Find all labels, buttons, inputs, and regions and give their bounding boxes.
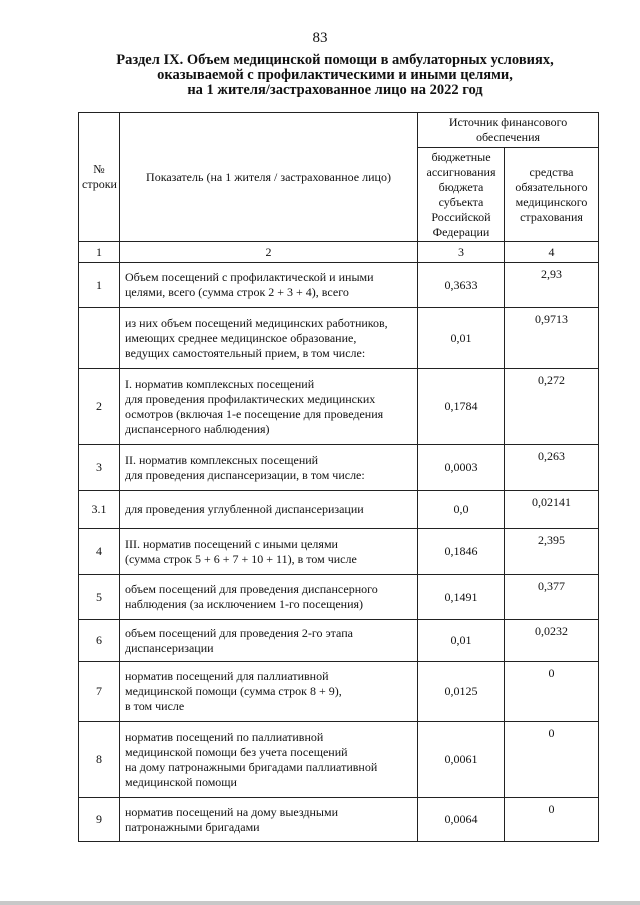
header-indicator: Показатель (на 1 жителя / застрахованное лицо) (120, 113, 418, 242)
table-row (79, 798, 599, 842)
column-number: 1 (79, 242, 120, 263)
title-line-2: оказываемой с профилактическими и иными целями, (157, 67, 513, 83)
row-oms-value: 0 (505, 798, 599, 842)
header-budget (418, 148, 505, 242)
indicator-line: (сумма строк 5 + 6 + 7 + 10 + 11), в том числе (125, 551, 357, 566)
volume-table (78, 112, 599, 842)
indicator-line: из них объем посещений медицинских работников, (125, 315, 388, 330)
row-oms-value: 2,93 (505, 263, 599, 308)
title-line-1: Раздел IX. Объем медицинской помощи в амбулаторных условиях, (116, 52, 554, 68)
row-indicator (120, 263, 418, 308)
row-oms-value: 0,9713 (505, 308, 599, 369)
row-oms-value: 0 (505, 722, 599, 798)
row-oms-value: 0,272 (505, 369, 599, 445)
scan-bottom-edge (0, 901, 640, 905)
indicator-line: диспансеризации (125, 640, 214, 655)
indicator-line: имеющих среднее медицинское образование, (125, 330, 357, 345)
header-oms-line: страхования (520, 209, 583, 224)
row-budget-value: 0,1846 (418, 529, 505, 575)
row-number: 5 (79, 575, 120, 620)
indicator-line: объем посещений для проведения 2-го этапа (125, 625, 353, 640)
row-indicator (120, 369, 418, 445)
indicator-line: целями, всего (сумма строк 2 + 3 + 4), всего (125, 285, 349, 299)
header-oms-line: обязательного (515, 179, 588, 194)
row-number: 9 (79, 798, 120, 842)
row-indicator (120, 662, 418, 722)
table-row (79, 308, 599, 369)
row-number: 1 (79, 263, 120, 308)
table-row (79, 529, 599, 575)
header-budget-line: Федерации (432, 224, 490, 239)
table-row (79, 620, 599, 662)
header-budget-line: ассигнования (426, 164, 496, 179)
row-oms-value: 0 (505, 662, 599, 722)
row-oms-value: 0,377 (505, 575, 599, 620)
row-number: 6 (79, 620, 120, 662)
row-budget-value: 0,01 (418, 620, 505, 662)
row-oms-value: 0,02141 (505, 491, 599, 529)
header-row-number-line: № (93, 162, 105, 176)
row-budget-value: 0,01 (418, 308, 505, 369)
row-number: 4 (79, 529, 120, 575)
indicator-line: для проведения углубленной диспансеризации (125, 502, 364, 516)
header-funding-source-line: обеспечения (475, 130, 541, 144)
indicator-line: для проведения диспансеризации, в том числе: (125, 467, 365, 482)
row-budget-value: 0,0061 (418, 722, 505, 798)
indicator-line: норматив посещений на дому выездными (125, 804, 338, 819)
header-row-1 (79, 113, 599, 148)
row-indicator (120, 491, 418, 529)
indicator-line: осмотров (включая 1-е посещение для проведения (125, 406, 384, 421)
table-row (79, 369, 599, 445)
indicator-line: диспансерного наблюдения) (125, 421, 270, 436)
row-number: 3.1 (79, 491, 120, 529)
indicator-line: Объем посещений с профилактической и иными (125, 270, 374, 284)
indicator-line: медицинской помощи (125, 774, 237, 789)
row-number: 3 (79, 445, 120, 491)
table-row (79, 662, 599, 722)
row-budget-value: 0,1784 (418, 369, 505, 445)
header-budget-line: бюджета (438, 179, 484, 194)
table-row (79, 491, 599, 529)
header-oms-line: медицинского (515, 194, 588, 209)
header-funding-source (418, 113, 599, 148)
row-oms-value: 2,395 (505, 529, 599, 575)
column-number: 2 (120, 242, 418, 263)
row-indicator (120, 445, 418, 491)
column-number: 3 (418, 242, 505, 263)
indicator-line: в том числе (125, 699, 185, 713)
indicator-line: III. норматив посещений с иными целями (125, 536, 338, 551)
header-budget-line: бюджетные (431, 149, 491, 164)
page-number: 83 (312, 30, 328, 46)
header-funding-source-line: Источник финансового (448, 115, 568, 129)
indicator-line: ведущих самостоятельный прием, в том числе: (125, 345, 366, 360)
title-line-3: на 1 жителя/застрахованное лицо на 2022 год (187, 82, 483, 98)
row-oms-value: 0,0232 (505, 620, 599, 662)
table-row (79, 575, 599, 620)
row-budget-value: 0,0 (418, 491, 505, 529)
row-oms-value: 0,263 (505, 445, 599, 491)
indicator-line: на дому патронажными бригадами паллиативной (125, 759, 378, 774)
row-number (79, 308, 120, 369)
header-row-number-line: строки (82, 177, 117, 191)
row-indicator (120, 798, 418, 842)
indicator-line: I. норматив комплексных посещений (125, 376, 315, 391)
row-indicator (120, 308, 418, 369)
row-budget-value: 0,0064 (418, 798, 505, 842)
table-row (79, 722, 599, 798)
indicator-line: II. норматив комплексных посещений (125, 452, 319, 467)
row-number: 2 (79, 369, 120, 445)
header-budget-line: субъекта (438, 194, 484, 209)
indicator-line: для проведения профилактических медицинских (125, 391, 376, 406)
column-number: 4 (505, 242, 599, 263)
row-number: 8 (79, 722, 120, 798)
row-budget-value: 0,3633 (418, 263, 505, 308)
indicator-line: патронажными бригадами (125, 819, 260, 834)
table-row (79, 263, 599, 308)
indicator-line: медицинской помощи без учета посещений (125, 744, 348, 759)
row-budget-value: 0,1491 (418, 575, 505, 620)
indicator-line: норматив посещений для паллиативной (125, 669, 329, 683)
row-budget-value: 0,0003 (418, 445, 505, 491)
row-budget-value: 0,0125 (418, 662, 505, 722)
header-oms (505, 148, 599, 242)
table-row (79, 445, 599, 491)
indicator-line: наблюдения (за исключением 1-го посещения) (125, 597, 364, 611)
row-indicator (120, 620, 418, 662)
indicator-line: медицинской помощи (сумма строк 8 + 9), (125, 684, 342, 698)
row-indicator (120, 529, 418, 575)
indicator-line: объем посещений для проведения диспансерного (125, 582, 378, 596)
header-oms-line: средства (529, 164, 574, 179)
header-row-number (79, 113, 120, 242)
header-budget-line: Российской (431, 209, 491, 224)
indicator-line: норматив посещений по паллиативной (125, 729, 324, 744)
section-title (60, 53, 610, 98)
row-number: 7 (79, 662, 120, 722)
column-number-row (79, 242, 599, 263)
row-indicator (120, 722, 418, 798)
row-indicator (120, 575, 418, 620)
